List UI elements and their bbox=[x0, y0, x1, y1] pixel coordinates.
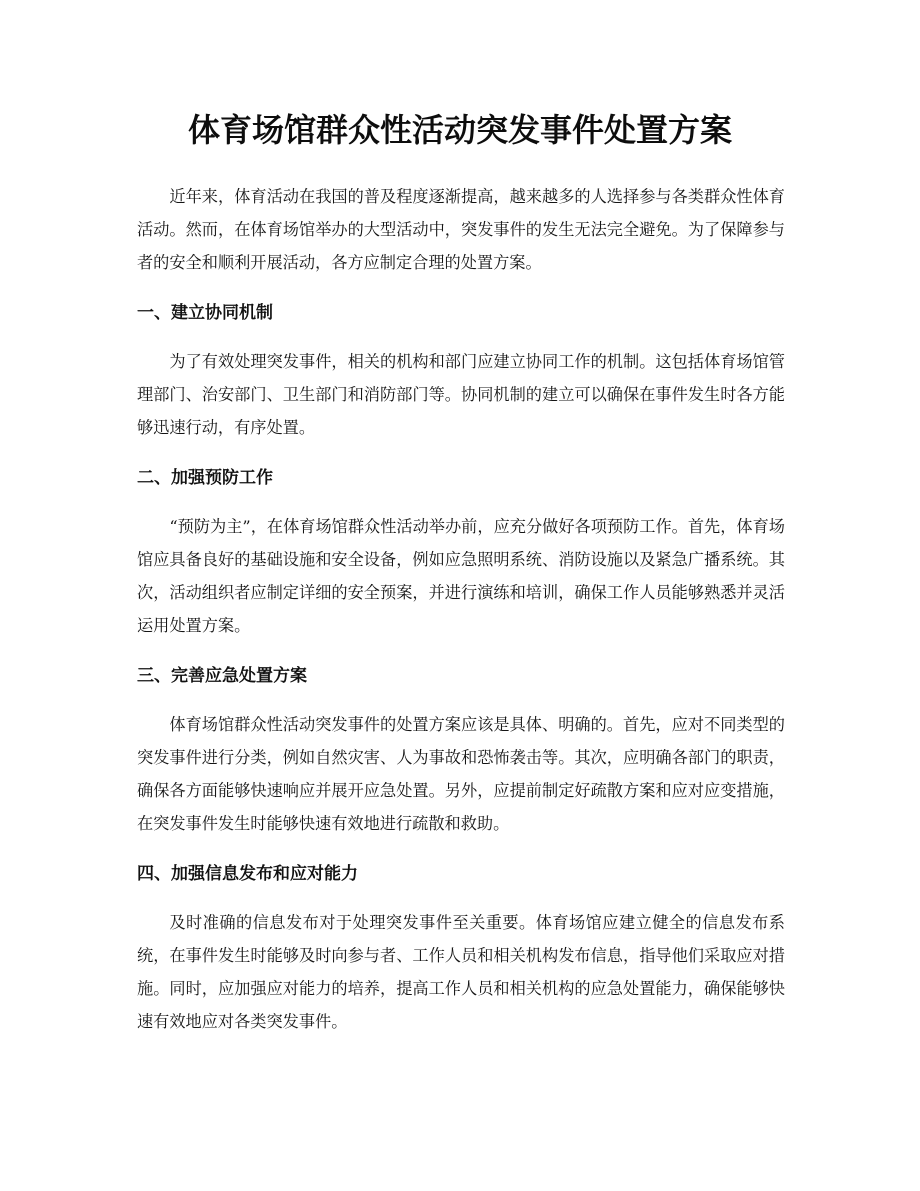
document-title: 体育场馆群众性活动突发事件处置方案 bbox=[187, 111, 732, 149]
intro-paragraph: 近年来，体育活动在我国的普及程度逐渐提高，越来越多的人选择参与各类群众性体育活动。然而，在体育场馆举办的大型活动中，突发事件的发生无法完全避免。为了保障参与者的安全和顺利开展活动，各方应制定合理的处置方案。 bbox=[137, 187, 785, 272]
document-body bbox=[137, 180, 785, 1038]
section-heading-4: 四、加强信息发布和应对能力 bbox=[137, 864, 358, 884]
section-heading-1: 一、建立协同机制 bbox=[137, 303, 273, 323]
section-heading-3: 三、完善应急处置方案 bbox=[137, 666, 307, 686]
section-paragraph-2: “预防为主”，在体育场馆群众性活动举办前，应充分做好各项预防工作。首先，体育场馆应具备良好的基础设施和安全设备，例如应急照明系统、消防设施以及紧急广播系统。其次，活动组织者应制定详细的安全预案，并进行演练和培训，确保工作人员能够熟悉并灵活运用处置方案。 bbox=[137, 517, 785, 635]
section-paragraph-4: 及时准确的信息发布对于处理突发事件至关重要。体育场馆应建立健全的信息发布系统，在事件发生时能够及时向参与者、工作人员和相关机构发布信息，指导他们采取应对措施。同时，应加强应对能力的培养，提高工作人员和相关机构的应急处置能力，确保能够快速有效地应对各类突发事件。 bbox=[137, 913, 785, 1031]
section-paragraph-3: 体育场馆群众性活动突发事件的处置方案应该是具体、明确的。首先，应对不同类型的突发事件进行分类，例如自然灾害、人为事故和恐怖袭击等。其次，应明确各部门的职责，确保各方面能够快速响应并展开应急处置。另外，应提前制定好疏散方案和应对应变措施，在突发事件发生时能够快速有效地进行疏散和救助。 bbox=[137, 715, 785, 833]
section-heading-2: 二、加强预防工作 bbox=[137, 468, 273, 488]
section-paragraph-1: 为了有效处理突发事件，相关的机构和部门应建立协同工作的机制。这包括体育场馆管理部门、治安部门、卫生部门和消防部门等。协同机制的建立可以确保在事件发生时各方能够迅速行动，有序处置。 bbox=[137, 352, 785, 437]
